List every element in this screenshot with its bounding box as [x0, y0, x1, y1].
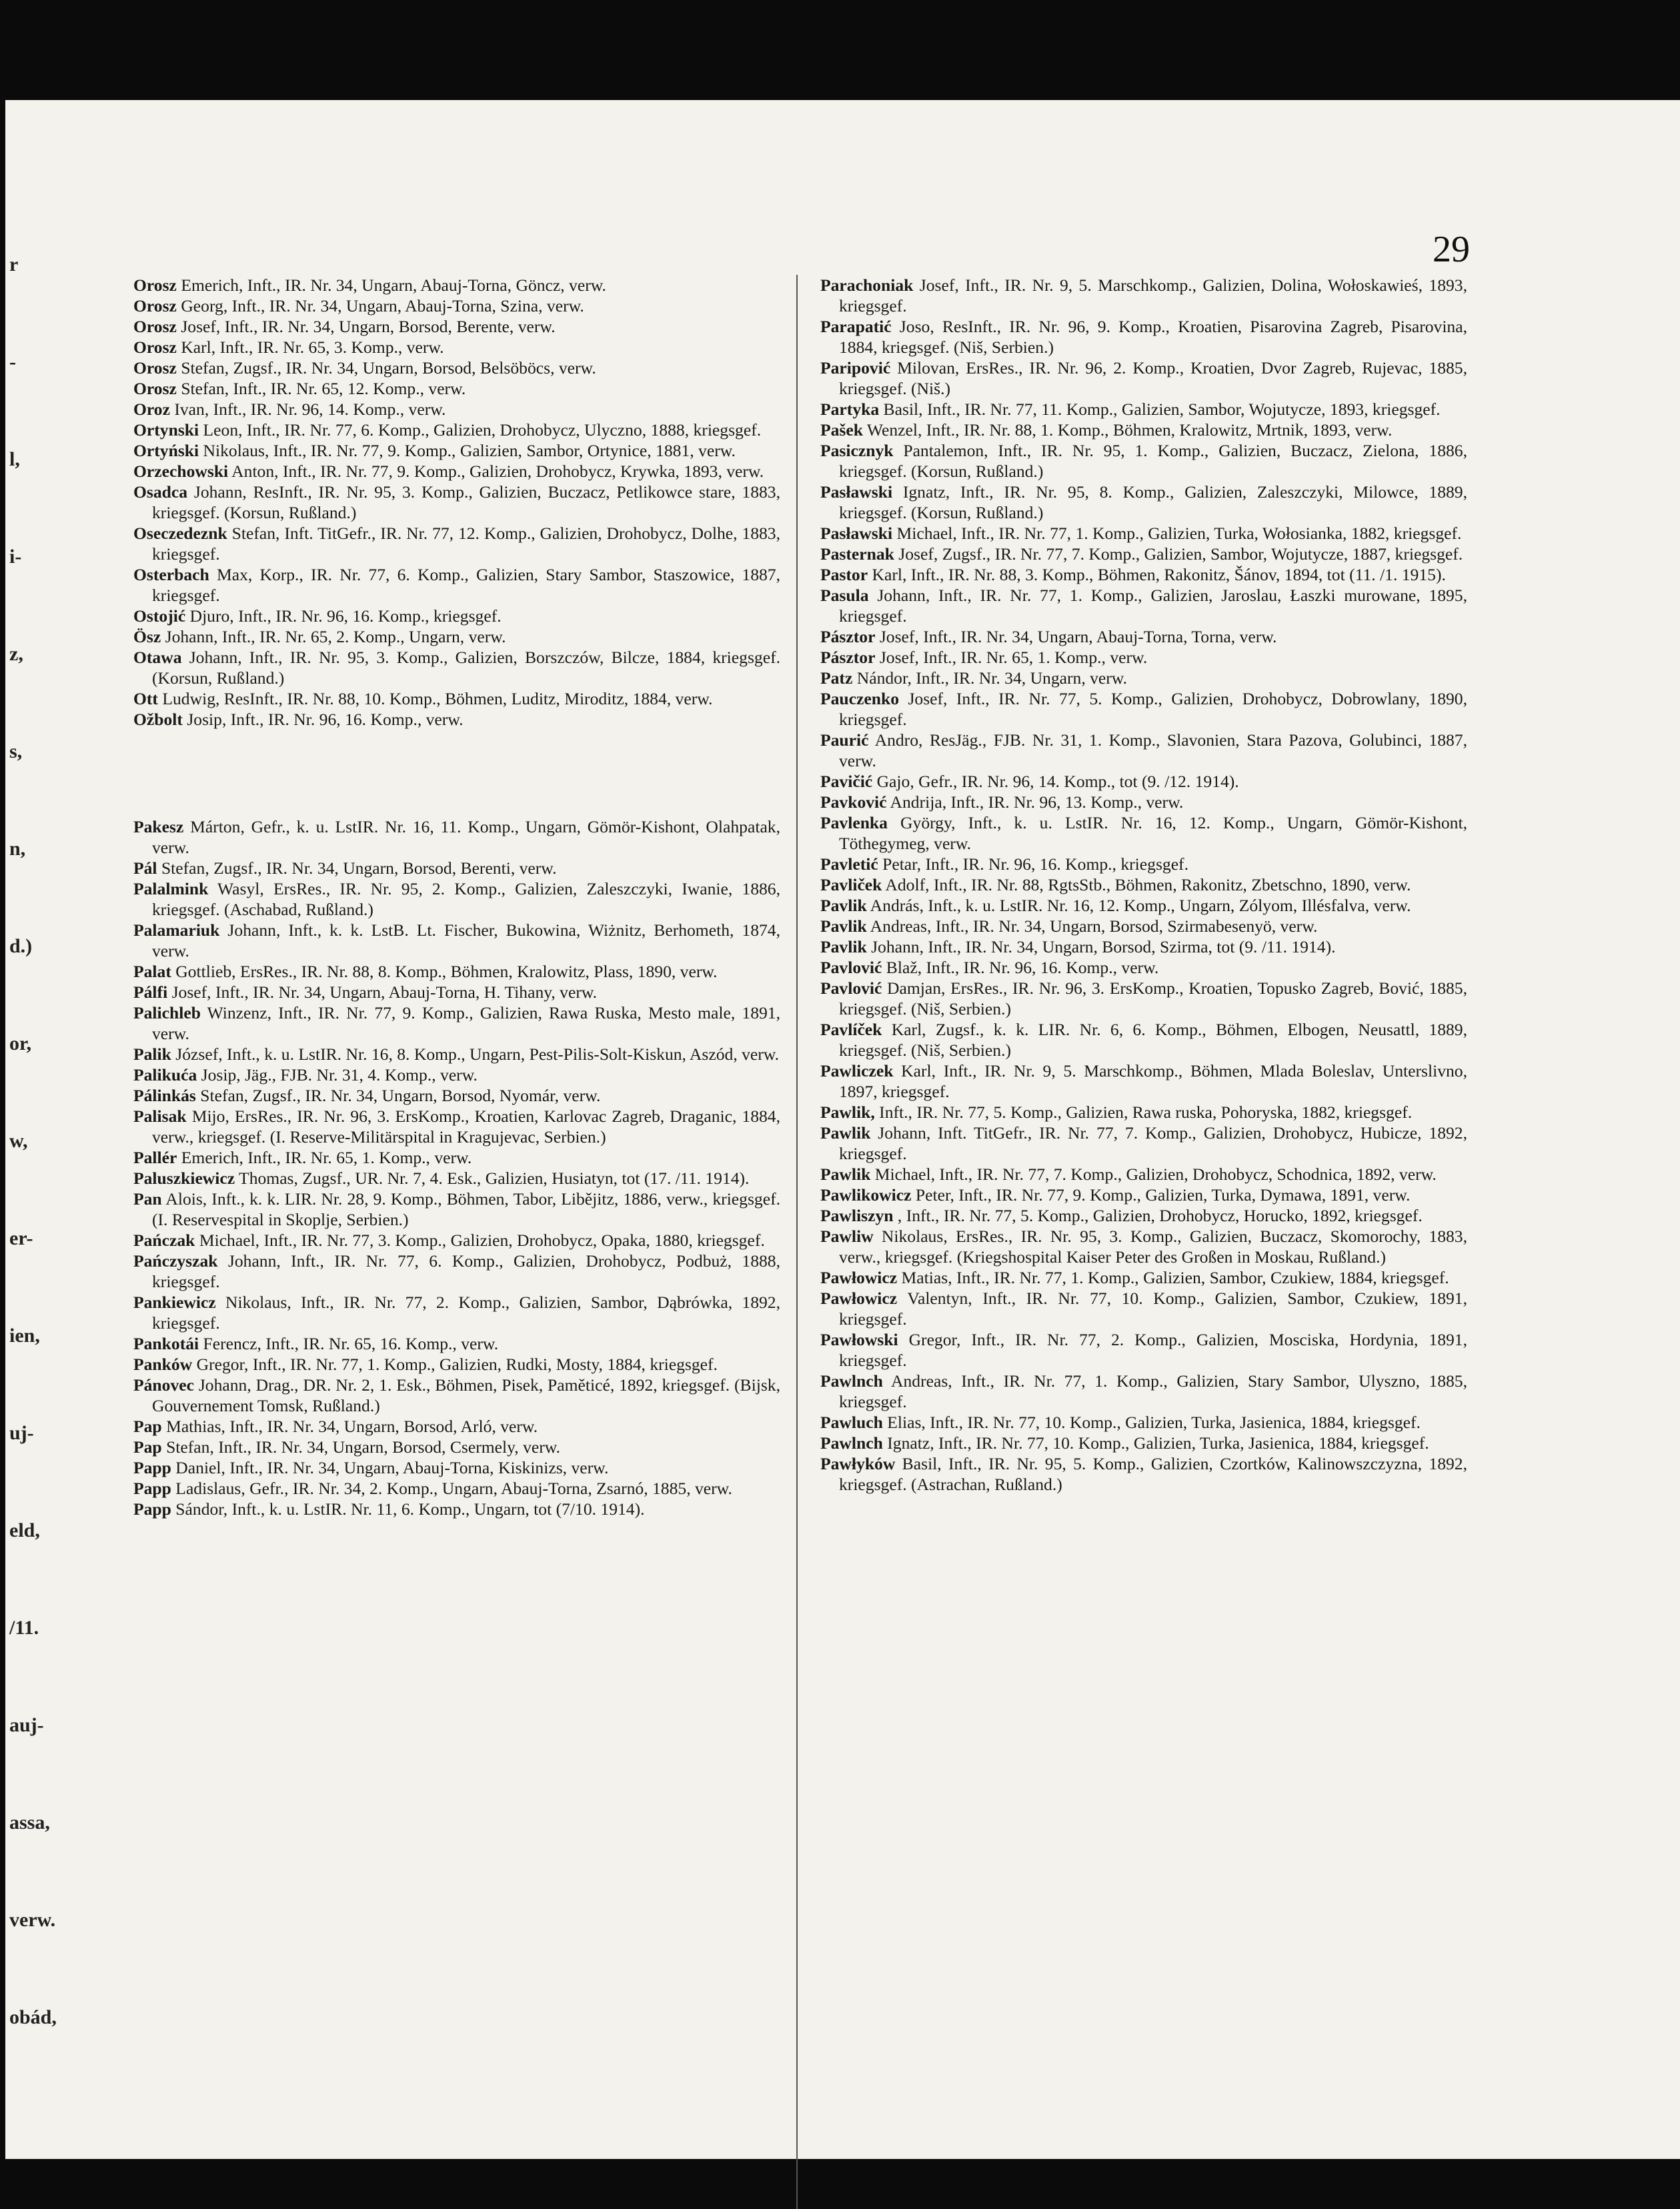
entry-details: Elias, Inft., IR. Nr. 77, 10. Komp., Galizien, Turka, Jasienica, 1884, kriegsgef. [882, 1413, 1421, 1432]
entry-details: Stefan, Zugsf., IR. Nr. 34, Ungarn, Borsod, Nyomár, verw. [195, 1086, 601, 1105]
entry-surname: Pál [133, 858, 157, 878]
entry-surname: Orzechowski [133, 462, 229, 481]
entry-details: Johann, ResInft., IR. Nr. 95, 3. Komp., Galizien, Buczacz, Petlikowce stare, 1883, kriegsgef. (Korsun, Rußland.) [152, 482, 780, 522]
register-entry [133, 1457, 780, 1478]
entry-surname: Oroz [133, 400, 170, 419]
register-entry [133, 337, 780, 357]
register-entry [133, 1230, 780, 1251]
entry-details: Johann, Inft., IR. Nr. 65, 2. Komp., Ungarn, verw. [161, 627, 506, 646]
entry-details: Karl, Zugsf., k. k. LIR. Nr. 6, 6. Komp., Böhmen, Elbogen, Neusattl, 1889, kriegsgef. (Niš, Serbien.) [839, 1020, 1467, 1060]
bleed-fragment: i- [9, 546, 22, 568]
bleed-fragment: - [9, 351, 16, 373]
register-entry [133, 440, 780, 461]
entry-surname: Pavlik [820, 937, 867, 956]
bleed-fragment: er- [9, 1227, 33, 1249]
entry-surname: Orosz [133, 337, 177, 357]
entry-details: Stefan, Zugsf., IR. Nr. 34, Ungarn, Borsod, Belsöböcs, verw. [176, 358, 596, 378]
entry-surname: Orosz [133, 275, 177, 295]
register-entry [133, 523, 780, 564]
entry-details: Leon, Inft., IR. Nr. 77, 6. Komp., Galizien, Drohobycz, Ulyczno, 1888, kriegsgef. [199, 420, 762, 440]
entry-details: Wasyl, ErsRes., IR. Nr. 95, 2. Komp., Galizien, Zaleszczyki, Iwanie, 1886, kriegsgef. (Aschabad, Rußland.) [152, 879, 780, 919]
register-entry [133, 1375, 780, 1416]
entry-details: Josef, Inft., IR. Nr. 34, Ungarn, Abauj-Torna, Torna, verw. [875, 627, 1277, 646]
register-entry [820, 1102, 1467, 1123]
entry-surname: Pavković [820, 792, 887, 812]
entry-surname: Pawłowski [820, 1330, 898, 1349]
entry-surname: Osterbach [133, 565, 209, 584]
entry-details: Johann, Inft., IR. Nr. 77, 6. Komp., Galizien, Drohobycz, Podbuż, 1888, kriegsgef. [152, 1251, 780, 1291]
entry-surname: Ösz [133, 627, 161, 646]
entry-surname: Parachoniak [820, 275, 914, 295]
register-entry [820, 564, 1467, 585]
register-entry [133, 688, 780, 709]
entry-details: Johann, Drag., DR. Nr. 2, 1. Esk., Böhmen, Pisek, Paměticé, 1892, kriegsgef. (Bijsk, Gouvernement Tomsk, Rußland.) [152, 1375, 780, 1415]
entry-details: Josip, Jäg., FJB. Nr. 31, 4. Komp., verw. [197, 1065, 478, 1084]
register-entry [133, 606, 780, 626]
right-column [820, 275, 1467, 1495]
register-entry [820, 874, 1467, 895]
entry-surname: Pavlik [820, 916, 867, 936]
bleed-fragment: n, [9, 838, 26, 860]
entry-details: Gajo, Gefr., IR. Nr. 96, 14. Komp., tot (9. /12. 1914). [872, 772, 1239, 791]
entry-surname: Osadca [133, 482, 188, 502]
register-entry [820, 1019, 1467, 1060]
entry-details: Andro, ResJäg., FJB. Nr. 31, 1. Komp., Slavonien, Stara Pazova, Golubinci, 1887, verw. [839, 730, 1467, 770]
entry-details: Stefan, Inft., IR. Nr. 65, 12. Komp., verw. [176, 379, 466, 398]
register-entry [133, 1478, 780, 1499]
register-entry [820, 316, 1467, 357]
entry-surname: Orosz [133, 358, 177, 378]
bleed-fragment: /11. [9, 1617, 39, 1639]
register-entry [133, 399, 780, 420]
register-entry [133, 1189, 780, 1230]
entry-surname: Pasławski [820, 524, 893, 543]
entry-details: József, Inft., k. u. LstIR. Nr. 16, 8. Komp., Ungarn, Pest-Pilis-Solt-Kiskun, Aszód, verw. [171, 1044, 780, 1064]
entry-surname: Pallér [133, 1148, 177, 1167]
entry-surname: Partyka [820, 400, 880, 419]
entry-details: Mijo, ErsRes., IR. Nr. 96, 3. ErsKomp., Kroatien, Karlovac Zagreb, Draganic, 1884, verw., kriegsgef. (I. Reserve-Militärspital in Kragujevac, Serbien.) [152, 1107, 780, 1147]
entry-details: Ignatz, Inft., IR. Nr. 95, 8. Komp., Galizien, Zaleszczyki, Milowce, 1889, kriegsgef. (Korsun, Rußland.) [839, 482, 1467, 522]
register-entry [133, 275, 780, 295]
entry-surname: Pan [133, 1189, 162, 1209]
entry-details: Petar, Inft., IR. Nr. 96, 16. Komp., kriegsgef. [878, 854, 1188, 874]
entry-surname: Ožbolt [133, 710, 183, 729]
entry-details: Stefan, Inft., IR. Nr. 34, Ungarn, Borsod, Csermely, verw. [161, 1437, 560, 1457]
entry-details: Adolf, Inft., IR. Nr. 88, RgtsStb., Böhmen, Rakonitz, Zbetschno, 1890, verw. [882, 875, 1411, 894]
register-entry [133, 709, 780, 730]
entry-surname: Pavlović [820, 958, 882, 977]
register-entry [133, 378, 780, 399]
entry-surname: Palat [133, 962, 171, 981]
register-entry [820, 688, 1467, 730]
register-entry [133, 482, 780, 523]
entry-surname: Pavlenka [820, 813, 888, 832]
entry-surname: Pasicznyk [820, 441, 894, 460]
entry-surname: Pauczenko [820, 689, 900, 708]
entry-details: Djuro, Inft., IR. Nr. 96, 16. Komp., kriegsgef. [185, 606, 502, 626]
entry-details: Damjan, ErsRes., IR. Nr. 96, 3. ErsKomp., Kroatien, Topusko Zagreb, Bović, 1885, kriegsgef. (Niš, Serbien.) [839, 978, 1467, 1018]
entry-details: Alois, Inft., k. k. LIR. Nr. 28, 9. Komp., Böhmen, Tabor, Libějitz, 1886, verw., kriegsgef. (I. Reservespital in Skoplje, Serbien.) [152, 1189, 780, 1229]
bleed-fragment: eld, [9, 1519, 40, 1541]
entry-details: Nikolaus, Inft., IR. Nr. 77, 9. Komp., Galizien, Sambor, Ortynice, 1881, verw. [199, 441, 736, 460]
entry-details: Nándor, Inft., IR. Nr. 34, Ungarn, verw. [852, 668, 1128, 688]
bleed-fragment: d.) [9, 935, 33, 957]
entry-details: Ferencz, Inft., IR. Nr. 65, 16. Komp., verw. [199, 1334, 499, 1353]
bleed-fragment: verw. [9, 1909, 56, 1931]
entry-details: Johann, Inft. TitGefr., IR. Nr. 77, 7. Komp., Galizien, Drohobycz, Hubicze, 1892, kriegsgef. [839, 1123, 1467, 1163]
entry-details: Stefan, Zugsf., IR. Nr. 34, Ungarn, Borsod, Berenti, verw. [157, 858, 557, 878]
register-entry [820, 399, 1467, 420]
entry-surname: Pavičić [820, 772, 873, 791]
register-entry [133, 647, 780, 688]
register-entry [133, 961, 780, 982]
entry-surname: Pawlik, [820, 1102, 875, 1122]
entry-details: Josef, Inft., IR. Nr. 77, 5. Komp., Galizien, Drohobycz, Dobrowlany, 1890, kriegsgef. [839, 689, 1467, 729]
register-entry [820, 812, 1467, 854]
register-entry [820, 668, 1467, 688]
entry-surname: Oseczedeznk [133, 524, 227, 543]
register-entry [820, 357, 1467, 399]
entry-surname: Papp [133, 1458, 171, 1477]
entry-details: Michael, Inft., IR. Nr. 77, 3. Komp., Galizien, Drohobycz, Opaka, 1880, kriegsgef. [195, 1231, 765, 1250]
entry-surname: Pavliček [820, 875, 882, 894]
entry-surname: Paluszkiewicz [133, 1169, 235, 1188]
entry-details: Josef, Inft., IR. Nr. 65, 1. Komp., verw. [875, 648, 1148, 667]
entry-surname: Paurić [820, 730, 869, 750]
bleed-fragment: s, [9, 740, 23, 762]
entry-details: Daniel, Inft., IR. Nr. 34, Ungarn, Abauj-Torna, Kiskinizs, verw. [171, 1458, 609, 1477]
entry-surname: Pálinkás [133, 1086, 196, 1105]
entry-surname: Otawa [133, 648, 182, 667]
register-entry [133, 1292, 780, 1333]
entry-surname: Ott [133, 689, 158, 708]
entry-details: Ignatz, Inft., IR. Nr. 77, 10. Komp., Galizien, Turka, Jasienica, 1884, kriegsgef. [882, 1433, 1429, 1453]
register-entry [133, 295, 780, 316]
entry-details: András, Inft., k. u. LstIR. Nr. 16, 12. Komp., Ungarn, Zólyom, Illésfalva, verw. [866, 896, 1411, 915]
register-entry [133, 357, 780, 378]
register-entry [133, 1333, 780, 1354]
entry-surname: Pap [133, 1437, 162, 1457]
entry-surname: Palik [133, 1044, 171, 1064]
entry-details: Johann, Inft., k. k. LstB. Lt. Fischer, Bukowina, Wiżnitz, Berhometh, 1874, verw. [152, 920, 780, 960]
register-entry [820, 1433, 1467, 1453]
entry-details: Thomas, Zugsf., UR. Nr. 7, 4. Esk., Galizien, Husiatyn, tot (17. /11. 1914). [235, 1169, 750, 1188]
page-number: 29 [1433, 229, 1470, 270]
register-entry [820, 1453, 1467, 1495]
register-entry [820, 1288, 1467, 1329]
entry-details: Ludwig, ResInft., IR. Nr. 88, 10. Komp., Böhmen, Luditz, Miroditz, 1884, verw. [157, 689, 713, 708]
register-entry [820, 730, 1467, 771]
entry-surname: Pawluch [820, 1413, 883, 1432]
register-entry [820, 771, 1467, 792]
register-entry [820, 1185, 1467, 1205]
register-entry [133, 1064, 780, 1085]
bleed-fragment: or, [9, 1032, 32, 1054]
entry-details: György, Inft., k. u. LstIR. Nr. 16, 12. Komp., Ungarn, Gömör-Kishont, Töthegymeg, verw. [839, 813, 1467, 853]
register-entry [820, 1329, 1467, 1371]
register-entry [820, 482, 1467, 523]
entry-surname: Pankiewicz [133, 1293, 216, 1312]
register-entry [133, 1085, 780, 1106]
entry-details: Karl, Inft., IR. Nr. 65, 3. Komp., verw. [176, 337, 444, 357]
entry-surname: Pawliczek [820, 1061, 894, 1080]
entry-details: Josef, Inft., IR. Nr. 34, Ungarn, Abauj-Torna, H. Tihany, verw. [167, 982, 598, 1002]
entry-surname: Pawliszyn [820, 1206, 894, 1225]
entry-surname: Palalmink [133, 879, 209, 898]
register-entry [820, 1123, 1467, 1164]
entry-surname: Pašek [820, 420, 863, 440]
register-entry [133, 858, 780, 878]
entry-details: Emerich, Inft., IR. Nr. 65, 1. Komp., verw. [177, 1148, 472, 1167]
register-entry [820, 544, 1467, 564]
entry-details: Pantalemon, Inft., IR. Nr. 95, 1. Komp., Galizien, Buczacz, Zielona, 1886, kriegsgef. (Korsun, Rußland.) [839, 441, 1467, 481]
register-entry [133, 420, 780, 440]
entry-details: Gregor, Inft., IR. Nr. 77, 1. Komp., Galizien, Rudki, Mosty, 1884, kriegsgef. [192, 1355, 718, 1374]
entry-surname: Palamariuk [133, 920, 220, 940]
entry-surname: Pańczak [133, 1231, 195, 1250]
entry-surname: Pap [133, 1417, 162, 1436]
entry-surname: Pánovec [133, 1375, 194, 1395]
register-entry [133, 1044, 780, 1064]
entry-surname: Orosz [133, 317, 177, 336]
register-entry [133, 982, 780, 1002]
entry-details: Johann, Inft., IR. Nr. 34, Ungarn, Borsod, Szirma, tot (9. /11. 1914). [866, 937, 1336, 956]
register-entry [133, 1106, 780, 1147]
entry-surname: Palisak [133, 1107, 187, 1126]
entry-details: Basil, Inft., IR. Nr. 95, 5. Komp., Galizien, Czortków, Kalinowszczyzna, 1892, kriegsgef. (Astrachan, Rußland.) [839, 1454, 1467, 1494]
entry-surname: Pálfi [133, 982, 168, 1002]
entry-surname: Pawłyków [820, 1454, 896, 1473]
register-entry [820, 792, 1467, 812]
entry-details: Johann, Inft., IR. Nr. 95, 3. Komp., Galizien, Borszczów, Bilcze, 1884, kriegsgef. (Korsun, Rußland.) [152, 648, 780, 688]
entry-details: Valentyn, Inft., IR. Nr. 77, 10. Komp., Galizien, Sambor, Czukiew, 1891, kriegsgef. [839, 1289, 1467, 1329]
entry-surname: Pawlnch [820, 1371, 883, 1391]
bleed-fragment: l, [9, 448, 20, 470]
register-entry [133, 564, 780, 606]
entry-surname: Pavlik [820, 896, 867, 915]
entry-details: Max, Korp., IR. Nr. 77, 6. Komp., Galizien, Stary Sambor, Staszowice, 1887, kriegsgef. [152, 565, 780, 605]
bleed-fragment: z, [9, 643, 23, 665]
entry-surname: Pásztor [820, 627, 876, 646]
register-entry [820, 420, 1467, 440]
bleed-fragment: w, [9, 1130, 28, 1152]
register-entry [820, 626, 1467, 647]
register-entry [820, 440, 1467, 482]
entry-details: Andreas, Inft., IR. Nr. 34, Ungarn, Borsod, Szirmabesenyö, verw. [866, 916, 1318, 936]
entry-details: Gregor, Inft., IR. Nr. 77, 2. Komp., Galizien, Mosciska, Hordynia, 1891, kriegsgef. [839, 1330, 1467, 1370]
entry-details: Anton, Inft., IR. Nr. 77, 9. Komp., Galizien, Drohobycz, Krywka, 1893, verw. [228, 462, 764, 481]
register-entry [133, 1147, 780, 1168]
register-entry [820, 647, 1467, 668]
entry-surname: Papp [133, 1499, 171, 1519]
register-entry [133, 316, 780, 337]
entry-surname: Patz [820, 668, 853, 688]
column-divider [796, 275, 798, 2209]
entry-details: Winzenz, Inft., IR. Nr. 77, 9. Komp., Galizien, Rawa Ruska, Mesto male, 1891, verw. [152, 1003, 780, 1043]
entry-details: Milovan, ErsRes., IR. Nr. 96, 2. Komp., Kroatien, Dvor Zagreb, Rujevac, 1885, kriegsgef. (Niš.) [839, 358, 1467, 398]
entry-surname: Orosz [133, 379, 177, 398]
register-entry [133, 1002, 780, 1044]
entry-details: , Inft., IR. Nr. 77, 5. Komp., Galizien, Drohobycz, Horucko, 1892, kriegsgef. [893, 1206, 1423, 1225]
bleed-fragment: r [9, 253, 19, 275]
entry-surname: Pankotái [133, 1334, 199, 1353]
register-entry [820, 275, 1467, 316]
register-entry [133, 878, 780, 920]
entry-surname: Pawlikowicz [820, 1185, 912, 1205]
entry-surname: Pasula [820, 586, 869, 605]
entry-surname: Pasternak [820, 544, 894, 564]
bleed-fragment: auj- [9, 1714, 44, 1736]
entry-surname: Panków [133, 1355, 193, 1374]
entry-surname: Orosz [133, 296, 177, 315]
register-entry [133, 461, 780, 482]
entry-details: Matias, Inft., IR. Nr. 77, 1. Komp., Galizien, Sambor, Czukiew, 1884, kriegsgef. [897, 1268, 1449, 1287]
entry-details: Wenzel, Inft., IR. Nr. 88, 1. Komp., Böhmen, Kralowitz, Mrtnik, 1893, verw. [862, 420, 1393, 440]
entry-details: Andreas, Inft., IR. Nr. 77, 1. Komp., Galizien, Stary Sambor, Ulyszno, 1885, kriegsgef. [839, 1371, 1467, 1411]
section-gap [133, 730, 780, 816]
bleed-fragment: uj- [9, 1422, 34, 1444]
register-entry [820, 585, 1467, 626]
entry-details: Gottlieb, ErsRes., IR. Nr. 88, 8. Komp., Böhmen, Kralowitz, Plass, 1890, verw. [171, 962, 718, 981]
entry-details: Sándor, Inft., k. u. LstIR. Nr. 11, 6. Komp., Ungarn, tot (7/10. 1914). [171, 1499, 645, 1519]
entry-surname: Pawliw [820, 1227, 874, 1246]
register-entry [820, 1267, 1467, 1288]
register-entry [133, 626, 780, 647]
bleed-fragment: ien, [9, 1325, 40, 1347]
entry-details: Nikolaus, ErsRes., IR. Nr. 95, 3. Komp., Galizien, Buczacz, Skomorochy, 1883, verw., kriegsgef. (Kriegshospital Kaiser Peter des Großen in Moskau, Rußland.) [839, 1227, 1467, 1267]
entry-surname: Pastor [820, 565, 868, 584]
register-entry [133, 1499, 780, 1519]
left-column [133, 275, 780, 1519]
register-entry [133, 1168, 780, 1189]
register-entry [820, 1205, 1467, 1226]
register-entry [820, 936, 1467, 957]
document-page [5, 100, 1680, 2159]
register-entry [820, 895, 1467, 916]
entry-surname: Pawłowicz [820, 1289, 898, 1308]
entry-details: Basil, Inft., IR. Nr. 77, 11. Komp., Galizien, Sambor, Wojutycze, 1893, kriegsgef. [879, 400, 1441, 419]
entry-details: Josef, Zugsf., IR. Nr. 77, 7. Komp., Galizien, Sambor, Wojutycze, 1887, kriegsgef. [894, 544, 1463, 564]
register-entry [133, 920, 780, 961]
entry-details: Mathias, Inft., IR. Nr. 34, Ungarn, Borsod, Arló, verw. [161, 1417, 538, 1436]
entry-surname: Palichleb [133, 1003, 201, 1022]
entry-details: Ladislaus, Gefr., IR. Nr. 34, 2. Komp., Ungarn, Abauj-Torna, Zsarnó, 1885, verw. [171, 1479, 732, 1498]
entry-details: Josef, Inft., IR. Nr. 9, 5. Marschkomp., Galizien, Dolina, Wołoskawieś, 1893, kriegsgef. [839, 275, 1467, 315]
register-entry [133, 1354, 780, 1375]
register-entry [820, 854, 1467, 874]
entry-surname: Parapatić [820, 317, 892, 336]
entry-details: Ivan, Inft., IR. Nr. 96, 14. Komp., verw. [169, 400, 446, 419]
entry-surname: Pawlik [820, 1123, 871, 1143]
register-entry [820, 523, 1467, 544]
entry-surname: Palikuća [133, 1065, 197, 1084]
entry-surname: Pawlnch [820, 1433, 883, 1453]
entry-surname: Pasławski [820, 482, 893, 502]
entry-surname: Pavletić [820, 854, 878, 874]
register-entry [133, 1416, 780, 1437]
entry-details: Blaž, Inft., IR. Nr. 96, 16. Komp., verw. [882, 958, 1159, 977]
register-entry [820, 1412, 1467, 1433]
entry-surname: Ostojić [133, 606, 186, 626]
register-entry [820, 1164, 1467, 1185]
adjacent-page-bleed [5, 253, 105, 2121]
register-entry [820, 1371, 1467, 1412]
entry-surname: Papp [133, 1479, 171, 1498]
entry-details: Márton, Gefr., k. u. LstIR. Nr. 16, 11. Komp., Ungarn, Gömör-Kishont, Olahpatak, verw. [152, 817, 780, 857]
entry-details: Emerich, Inft., IR. Nr. 34, Ungarn, Abauj-Torna, Göncz, verw. [176, 275, 606, 295]
entry-details: Joso, ResInft., IR. Nr. 96, 9. Komp., Kroatien, Pisarovina Zagreb, Pisarovina, 1884, kriegsgef. (Niš, Serbien.) [839, 317, 1467, 357]
entry-surname: Pavlíček [820, 1020, 882, 1039]
bleed-fragment: assa, [9, 1811, 50, 1833]
entry-details: Stefan, Inft. TitGefr., IR. Nr. 77, 12. Komp., Galizien, Drohobycz, Dolhe, 1883, kriegsgef. [152, 524, 780, 564]
register-entry [133, 816, 780, 858]
entry-details: Karl, Inft., IR. Nr. 9, 5. Marschkomp., Böhmen, Mlada Boleslav, Unterslivno, 1897, kriegsgef. [839, 1061, 1467, 1101]
entry-details: Inft., IR. Nr. 77, 5. Komp., Galizien, Rawa ruska, Pohoryska, 1882, kriegsgef. [874, 1102, 1413, 1122]
entry-surname: Pavlović [820, 978, 882, 998]
bleed-fragment: obád, [9, 2006, 57, 2028]
register-entry [820, 916, 1467, 936]
entry-surname: Pakesz [133, 817, 184, 836]
entry-surname: Paripović [820, 358, 891, 378]
entry-details: Josef, Inft., IR. Nr. 34, Ungarn, Borsod, Berente, verw. [176, 317, 556, 336]
entry-surname: Pawlik [820, 1165, 871, 1184]
entry-details: Josip, Inft., IR. Nr. 96, 16. Komp., verw. [182, 710, 464, 729]
entry-details: Georg, Inft., IR. Nr. 34, Ungarn, Abauj-Torna, Szina, verw. [176, 296, 584, 315]
register-entry [133, 1251, 780, 1292]
entry-details: Nikolaus, Inft., IR. Nr. 77, 2. Komp., Galizien, Sambor, Dąbrówka, 1892, kriegsgef. [152, 1293, 780, 1333]
register-entry [820, 957, 1467, 978]
entry-surname: Ortynski [133, 420, 199, 440]
entry-surname: Pańczyszak [133, 1251, 218, 1271]
entry-surname: Pásztor [820, 648, 876, 667]
register-entry [820, 1226, 1467, 1267]
entry-details: Michael, Inft., IR. Nr. 77, 7. Komp., Galizien, Drohobycz, Schodnica, 1892, verw. [870, 1165, 1437, 1184]
entry-surname: Pawłowicz [820, 1268, 898, 1287]
entry-details: Peter, Inft., IR. Nr. 77, 9. Komp., Galizien, Turka, Dymawa, 1891, verw. [911, 1185, 1411, 1205]
entry-surname: Ortyński [133, 441, 199, 460]
register-entry [820, 978, 1467, 1019]
register-entry [820, 1060, 1467, 1102]
entry-details: Andrija, Inft., IR. Nr. 96, 13. Komp., verw. [886, 792, 1184, 812]
entry-details: Karl, Inft., IR. Nr. 88, 3. Komp., Böhmen, Rakonitz, Šánov, 1894, tot (11. /1. 1915). [868, 565, 1446, 584]
entry-details: Johann, Inft., IR. Nr. 77, 1. Komp., Galizien, Jaroslau, Łaszki murowane, 1895, kriegsgef. [839, 586, 1467, 626]
register-entry [133, 1437, 780, 1457]
entry-details: Michael, Inft., IR. Nr. 77, 1. Komp., Galizien, Turka, Wołosianka, 1882, kriegsgef. [892, 524, 1462, 543]
